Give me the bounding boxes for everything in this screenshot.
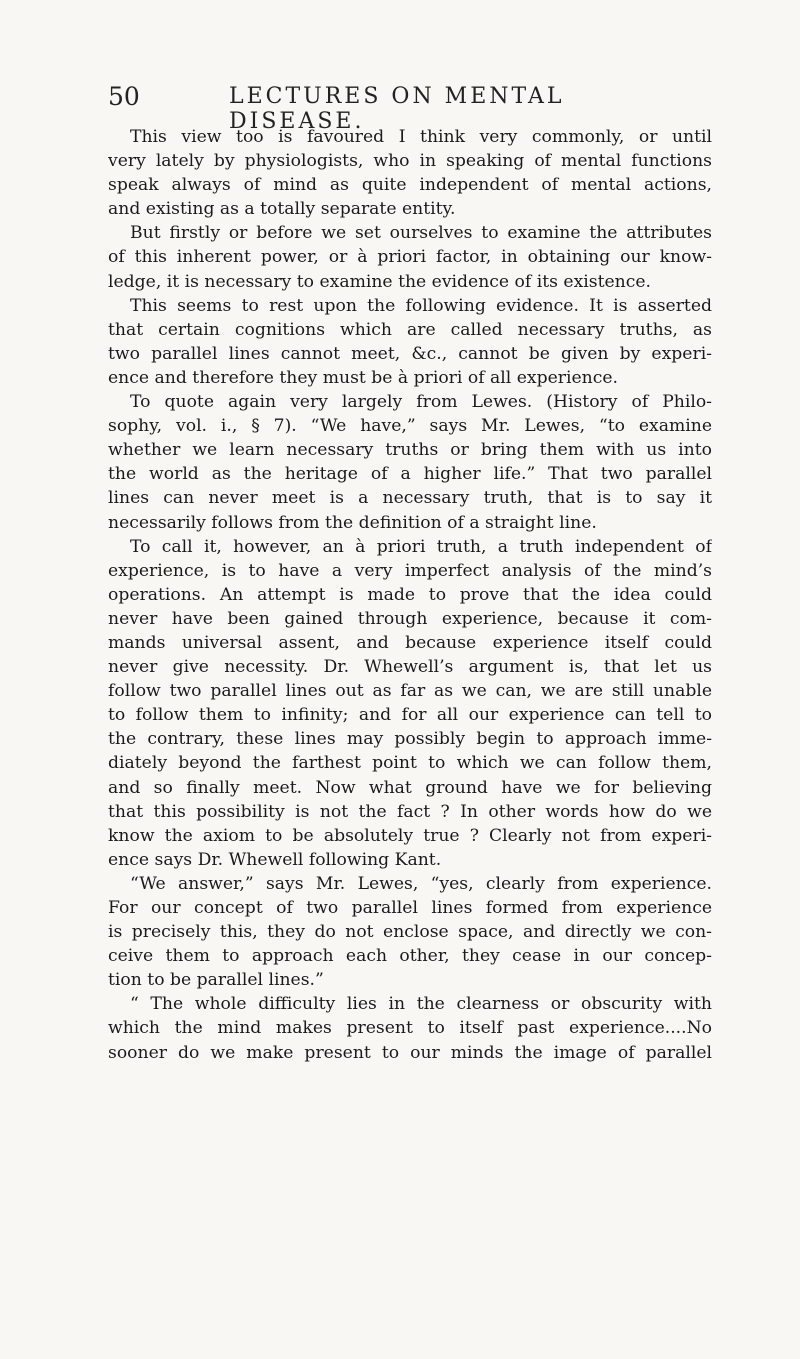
text-line: and so finally meet. Now what ground have we for believing [108,777,712,798]
text-line: that certain cognitions which are called necessary truths, as [108,319,712,340]
text-line: operations. An attempt is made to prove that the idea could [108,584,712,605]
text-line: of this inherent power, or à priori factor, in obtaining our know- [108,247,712,268]
text-line: For our concept of two parallel lines formed from experience [108,898,712,918]
text-line: to follow them to infinity; and for all our experience can tell to [108,705,712,726]
text-line: very lately by physiologists, who in speaking of mental functions [108,151,712,172]
page-header [108,82,708,134]
text-line: that this possibility is not the fact ? In other words how do we [108,801,712,822]
text-line: tion to be parallel lines.” [108,970,324,991]
text-line: experience, is to have a very imperfect analysis of the mind’s [108,560,712,581]
text-line: To call it, however, an à priori truth, a truth independent of [130,536,712,557]
text-line: This view too is favoured I think very commonly, or until [130,127,712,147]
text-line: “We answer,” says Mr. Lewes, “yes, clearly from experience. [130,873,712,894]
text-line: “ The whole difficulty lies in the clearness or obscurity with [130,994,712,1015]
text-line: never give necessity. Dr. Whewell’s argument is, that let us [108,657,712,678]
text-line: know the axiom to be absolutely true ? Clearly not from experi- [108,825,712,846]
text-line: diately beyond the farthest point to which we can follow them, [108,753,712,774]
text-line: lines can never meet is a necessary truth, that is to say it [108,488,712,509]
text-line: the world as the heritage of a higher life.” That two parallel [108,464,712,485]
text-line: mands universal assent, and because experience itself could [108,632,712,653]
running-head: LECTURES ON MENTAL DISEASE. [229,84,565,134]
text-line: ceive them to approach each other, they cease in our concep- [108,946,712,967]
text-line: and existing as a totally separate entity. [108,199,456,220]
text-line: speak always of mind as quite independent of mental actions, [108,175,712,196]
body-text [108,125,712,1065]
text-line: follow two parallel lines out as far as we can, we are still unable [108,681,712,702]
text-line: whether we learn necessary truths or bring them with us into [108,440,712,461]
text-line: is precisely this, they do not enclose space, and directly we con- [108,922,712,943]
text-line: To quote again very largely from Lewes. (History of Philo- [130,392,712,413]
text-line: necessarily follows from the definition of a straight line. [108,512,597,533]
text-line: never have been gained through experience, because it com- [108,608,712,629]
text-line: which the mind makes present to itself past experience....No [108,1018,712,1039]
text-line: sophy, vol. i., § 7). “We have,” says Mr. Lewes, “to examine [108,416,712,437]
text-line: ence says Dr. Whewell following Kant. [108,849,442,870]
text-line: This seems to rest upon the following evidence. It is asserted [130,295,712,316]
text-line: sooner do we make present to our minds the image of parallel [108,1042,712,1063]
page-number: 50 [108,82,140,111]
text-line: But firstly or before we set ourselves to examine the attributes [130,223,712,244]
text-line: ence and therefore they must be à priori of all experience. [108,367,618,388]
text-line: two parallel lines cannot meet, &c., cannot be given by experi- [108,343,712,364]
text-line: ledge, it is necessary to examine the evidence of its existence. [108,271,652,292]
text-line: the contrary, these lines may possibly begin to approach imme- [108,729,712,750]
